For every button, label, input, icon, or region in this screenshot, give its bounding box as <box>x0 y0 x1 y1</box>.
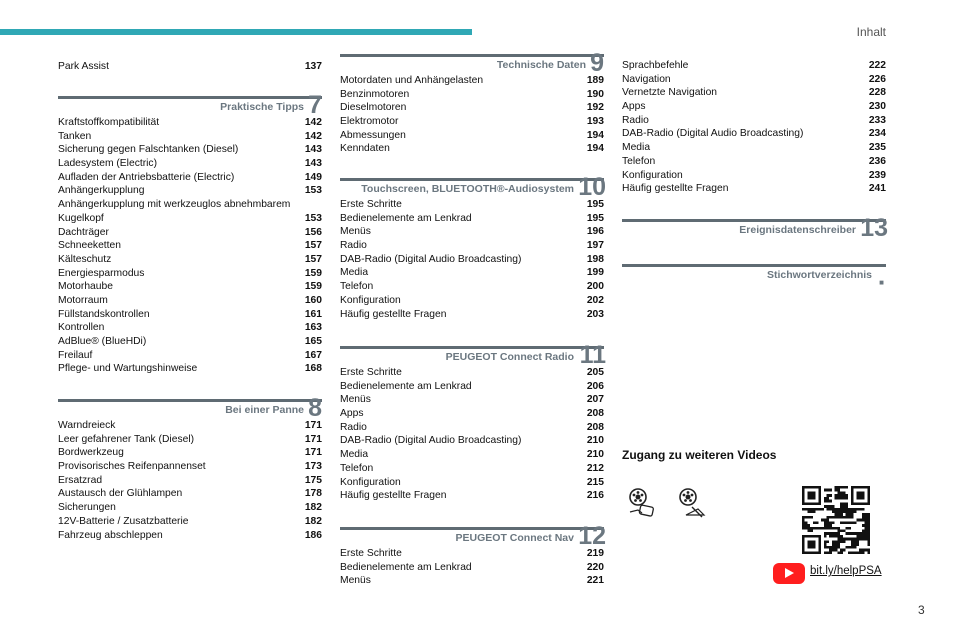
toc-entry-label: Kontrollen <box>58 322 105 334</box>
toc-entry-label: Sprachbefehle <box>622 60 689 71</box>
section-header <box>340 49 604 77</box>
toc-entry-page: 142 <box>304 130 322 142</box>
toc-entry[interactable] <box>58 253 322 267</box>
toc-entry[interactable] <box>622 73 886 87</box>
toc-entry-page: 192 <box>586 102 604 114</box>
toc-entry-label: AdBlue® (BlueHDi) <box>58 336 147 347</box>
video-wrench-icon <box>676 485 712 521</box>
toc-entry-label: Provisorisches Reifenpannenset <box>58 461 206 473</box>
page-number: 3 <box>918 603 925 617</box>
toc-entry[interactable] <box>622 182 886 196</box>
toc-entry-page: 171 <box>304 433 322 445</box>
toc-entry-label: DAB-Radio (Digital Audio Broadcasting) <box>622 128 804 140</box>
toc-entry[interactable] <box>340 74 604 88</box>
toc-entry[interactable] <box>340 225 604 239</box>
toc-entry[interactable] <box>58 501 322 515</box>
section-title: Touchscreen, BLUETOOTH®-Audiosystem <box>361 183 574 195</box>
toc-entry[interactable] <box>340 253 604 267</box>
section-rule <box>340 346 604 349</box>
toc-entry-label: Sicherung gegen Falschtanken (Diesel) <box>58 144 239 156</box>
section-entries <box>58 116 322 376</box>
section-header <box>58 91 322 119</box>
toc-entry-page: 193 <box>586 116 604 128</box>
section-title: Technische Daten <box>496 59 586 71</box>
toc-entry[interactable] <box>58 239 322 253</box>
toc-entry-page: 236 <box>868 155 886 167</box>
toc-entry[interactable] <box>58 226 322 240</box>
toc-entry-page: 163 <box>304 322 322 334</box>
toc-entry[interactable] <box>58 529 322 543</box>
section-title: PEUGEOT Connect Radio <box>445 351 574 363</box>
toc-entry-page: 175 <box>304 474 322 486</box>
section-header <box>340 173 606 201</box>
toc-entry-page: 167 <box>304 349 322 361</box>
toc-entry[interactable] <box>58 198 322 212</box>
toc-entry[interactable] <box>58 335 322 349</box>
video-hand-icon <box>626 485 662 521</box>
toc-intro-entries <box>622 59 886 196</box>
toc-entry-page: 215 <box>586 476 604 488</box>
toc-entry-label: Bedienelemente am Lenkrad <box>340 212 472 224</box>
section-rule <box>622 264 886 267</box>
toc-index-section <box>622 264 886 287</box>
toc-entry-page: 142 <box>304 117 322 128</box>
toc-entry-page: 157 <box>304 240 322 252</box>
toc-entry-label: Häufig gestellte Fragen <box>340 308 447 320</box>
toc-entry-label: Erste Schritte <box>340 367 402 378</box>
toc-entry[interactable] <box>58 280 322 294</box>
toc-entry[interactable] <box>58 212 322 226</box>
toc-entry-label: Austausch der Glühlampen <box>58 488 183 500</box>
toc-entry[interactable] <box>58 143 322 157</box>
toc-entry[interactable] <box>340 448 604 462</box>
section-title: Bei einer Panne <box>225 404 304 416</box>
videos-heading: Zugang zu weiteren Videos <box>622 448 777 462</box>
toc-entry-label: Tanken <box>58 130 92 142</box>
toc-entry[interactable] <box>340 142 604 156</box>
toc-entry-page: 195 <box>586 199 604 210</box>
video-link[interactable]: bit.ly/helpPSA <box>810 565 882 577</box>
toc-entry[interactable] <box>58 157 322 171</box>
toc-section-7 <box>58 91 322 376</box>
toc-entry-label: Telefon <box>340 462 374 474</box>
toc-entry-label: Telefon <box>622 155 656 167</box>
toc-section-10 <box>340 173 606 321</box>
toc-entry[interactable] <box>340 212 604 226</box>
toc-entry-page: 186 <box>304 529 322 541</box>
toc-entry-page: 159 <box>304 281 322 293</box>
toc-entry-label: Abmessungen <box>340 129 406 141</box>
toc-entry-page: 143 <box>304 158 322 170</box>
toc-entry-label: Apps <box>622 101 646 113</box>
toc-entry-page: 234 <box>868 128 886 140</box>
section-number: 9 <box>590 49 604 77</box>
toc-section-9 <box>340 49 604 156</box>
section-entries <box>340 74 604 156</box>
toc-entry-page: 178 <box>304 488 322 500</box>
toc-entry-page: 143 <box>304 144 322 156</box>
toc-entry-label: Konfiguration <box>340 294 401 306</box>
section-number: 7 <box>308 91 322 119</box>
toc-entry[interactable] <box>58 487 322 501</box>
section-number: 10 <box>578 173 606 201</box>
toc-entry-label: Anhängerkupplung mit werkzeuglos abnehmbarem <box>58 199 291 211</box>
toc-entry-page: 219 <box>586 548 604 559</box>
toc-entry-page: 159 <box>304 267 322 279</box>
toc-entry-page: 195 <box>586 212 604 224</box>
toc-entry-page: 210 <box>586 449 604 461</box>
toc-entry-label: DAB-Radio (Digital Audio Broadcasting) <box>340 253 522 265</box>
toc-entry[interactable] <box>58 446 322 460</box>
toc-entry-page: 149 <box>304 171 322 183</box>
toc-entry-page: 200 <box>586 281 604 293</box>
toc-entry-label: DAB-Radio (Digital Audio Broadcasting) <box>340 435 522 447</box>
toc-entry-label: Motorhaube <box>58 281 113 293</box>
toc-entry[interactable] <box>340 239 604 253</box>
section-number: 8 <box>308 394 322 422</box>
toc-entry-label: Dieselmotoren <box>340 102 407 114</box>
toc-entry-label: Aufladen der Antriebsbatterie (Electric) <box>58 171 235 183</box>
toc-entry[interactable] <box>58 171 322 185</box>
toc-entry-label: Ersatzrad <box>58 474 103 486</box>
section-rule <box>58 399 322 402</box>
toc-entry-label: Schneeketten <box>58 240 121 252</box>
toc-entry[interactable] <box>340 421 604 435</box>
toc-entry-label: Menüs <box>340 226 371 238</box>
header-accent-bar <box>0 29 472 35</box>
toc-entry-page: 153 <box>304 185 322 197</box>
toc-entry-label: Elektromotor <box>340 116 399 128</box>
section-title: Ereignisdatenschreiber <box>739 224 856 236</box>
toc-entry-label: Motordaten und Anhängelasten <box>340 75 484 86</box>
toc-entry[interactable] <box>58 474 322 488</box>
toc-entry-page: 156 <box>304 226 322 238</box>
toc-intro-entries <box>58 60 322 74</box>
toc-entry-label: Radio <box>622 114 649 126</box>
toc-entry[interactable] <box>340 115 604 129</box>
toc-entry-label: Kraftstoffkompatibilität <box>58 117 160 128</box>
section-entries <box>58 419 322 542</box>
toc-entry[interactable] <box>58 460 322 474</box>
toc-entry-page: 228 <box>868 87 886 99</box>
toc-entry-label: Sicherungen <box>58 502 116 514</box>
play-icon <box>785 568 794 578</box>
toc-entry-label: Ladesystem (Electric) <box>58 158 157 170</box>
toc-entry-page: 222 <box>868 60 886 71</box>
toc-entry[interactable] <box>622 155 886 169</box>
toc-entry[interactable] <box>340 561 604 575</box>
toc-entry-label: Erste Schritte <box>340 199 402 210</box>
section-number: 12 <box>578 522 606 550</box>
toc-entry-label: Benzinmotoren <box>340 88 410 100</box>
toc-entry[interactable] <box>340 393 604 407</box>
toc-entry-label: Konfiguration <box>622 169 683 181</box>
toc-entry-label: Erste Schritte <box>340 548 402 559</box>
toc-entry-label: Fahrzeug abschleppen <box>58 529 163 541</box>
toc-entry-label: Kälteschutz <box>58 253 112 265</box>
toc-entry[interactable] <box>340 308 604 322</box>
toc-entry-label: Leer gefahrener Tank (Diesel) <box>58 433 195 445</box>
toc-entry-page: 233 <box>868 114 886 126</box>
toc-entry-label: Menüs <box>340 394 371 406</box>
toc-entry-page: 157 <box>304 253 322 265</box>
toc-entry-label: Radio <box>340 421 367 433</box>
toc-entry-label: Energiesparmodus <box>58 267 145 279</box>
toc-entry-page: 197 <box>586 240 604 252</box>
index-title: Stichwortverzeichnis <box>766 269 872 281</box>
toc-entry-page: 208 <box>586 421 604 433</box>
toc-entry-page: 182 <box>304 502 322 514</box>
toc-entry-label: Motorraum <box>58 294 108 306</box>
toc-entry-page: 221 <box>586 575 604 587</box>
toc-entry-label: Bedienelemente am Lenkrad <box>340 561 472 573</box>
section-rule <box>622 219 886 222</box>
toc-entry-page: 161 <box>304 308 322 320</box>
toc-entry-label: Warndreieck <box>58 420 116 431</box>
toc-entry-label: Füllstandskontrollen <box>58 308 150 320</box>
toc-entry-label: Apps <box>340 408 364 420</box>
toc-entry[interactable] <box>340 366 604 380</box>
toc-entry-page: 173 <box>304 461 322 473</box>
toc-entry-label: Media <box>622 142 651 154</box>
toc-entry-page: 203 <box>586 308 604 320</box>
toc-entry[interactable] <box>58 349 322 363</box>
toc-entry-label: Häufig gestellte Fragen <box>622 183 729 195</box>
toc-entry-label: 12V-Batterie / Zusatzbatterie <box>58 515 189 527</box>
toc-entry-page: 226 <box>868 73 886 85</box>
toc-entry-page: 230 <box>868 101 886 113</box>
toc-entry[interactable] <box>58 419 322 433</box>
toc-entry-page: 205 <box>586 367 604 378</box>
toc-entry[interactable] <box>58 116 322 130</box>
toc-entry[interactable] <box>340 489 604 503</box>
toc-entry-page: 153 <box>304 212 322 224</box>
toc-section-13 <box>622 214 888 242</box>
toc-entry-page: 194 <box>586 143 604 155</box>
qr-code[interactable] <box>802 486 870 554</box>
section-header <box>622 264 886 287</box>
toc-entry[interactable] <box>340 547 604 561</box>
toc-section-11 <box>340 341 606 503</box>
toc-entry[interactable] <box>340 280 604 294</box>
toc-entry-page: 199 <box>586 267 604 279</box>
toc-entry-page: 239 <box>868 169 886 181</box>
toc-entry-page: 202 <box>586 294 604 306</box>
toc-entry[interactable] <box>58 130 322 144</box>
section-rule <box>58 96 322 99</box>
toc-entry-page: 182 <box>304 515 322 527</box>
section-rule <box>340 178 604 181</box>
toc-entry[interactable] <box>340 266 604 280</box>
toc-entry-label: Anhängerkupplung <box>58 185 145 197</box>
toc-entry[interactable] <box>340 434 604 448</box>
toc-entry-page: 196 <box>586 226 604 238</box>
section-title: Praktische Tipps <box>220 101 304 113</box>
toc-entry[interactable] <box>58 294 322 308</box>
toc-section-8 <box>58 394 322 542</box>
toc-entry[interactable] <box>58 60 322 74</box>
toc-entry-page: 198 <box>586 253 604 265</box>
toc-entry-label: Navigation <box>622 73 671 85</box>
toc-entry[interactable] <box>622 114 886 128</box>
toc-entry-label: Media <box>340 449 369 461</box>
toc-entry[interactable] <box>622 127 886 141</box>
toc-entry-label: Häufig gestellte Fragen <box>340 490 447 502</box>
toc-entry-label: Media <box>340 267 369 279</box>
toc-entry-label: Vernetzte Navigation <box>622 87 718 99</box>
toc-entry[interactable] <box>622 86 886 100</box>
toc-entry-page: 220 <box>586 561 604 573</box>
section-rule <box>340 527 604 530</box>
section-header <box>340 341 606 369</box>
toc-entry-page: 206 <box>586 380 604 392</box>
toc-entry-label: Freilauf <box>58 349 93 361</box>
toc-entry-label: Kugelkopf <box>58 212 104 224</box>
toc-entry-page: 235 <box>868 142 886 154</box>
page-header-title: Inhalt <box>856 25 886 39</box>
toc-entry-page: 212 <box>586 462 604 474</box>
section-title: PEUGEOT Connect Nav <box>455 532 574 544</box>
toc-entry[interactable] <box>340 88 604 102</box>
toc-entry-label: Konfiguration <box>340 476 401 488</box>
toc-entry[interactable] <box>58 433 322 447</box>
toc-entry-label: Dachträger <box>58 226 109 238</box>
toc-entry[interactable] <box>622 141 886 155</box>
toc-entry[interactable] <box>58 184 322 198</box>
toc-entry[interactable] <box>58 362 322 376</box>
toc-entry[interactable] <box>58 321 322 335</box>
section-header <box>622 214 888 242</box>
toc-entry[interactable] <box>340 198 604 212</box>
toc-entry[interactable] <box>340 380 604 394</box>
toc-entry-page: 137 <box>304 61 322 72</box>
toc-entry[interactable] <box>340 462 604 476</box>
toc-entry[interactable] <box>340 407 604 421</box>
toc-entry[interactable] <box>622 169 886 183</box>
toc-entry[interactable] <box>58 267 322 281</box>
section-entries <box>340 547 604 588</box>
toc-entry[interactable] <box>340 574 604 588</box>
toc-entry-label: Telefon <box>340 281 374 293</box>
toc-entry-page: 207 <box>586 394 604 406</box>
toc-entry-page: 160 <box>304 294 322 306</box>
section-number: 13 <box>860 214 888 242</box>
section-entries <box>340 198 604 321</box>
youtube-icon[interactable] <box>773 563 805 584</box>
toc-entry-page: 189 <box>586 75 604 86</box>
toc-entry-label: Kenndaten <box>340 143 390 155</box>
toc-entry-page: 208 <box>586 408 604 420</box>
section-entries <box>340 366 604 503</box>
toc-entry-page: 190 <box>586 88 604 100</box>
toc-entry-page: 210 <box>586 435 604 447</box>
toc-entry-page: 194 <box>586 129 604 141</box>
toc-entry-page: 171 <box>304 447 322 459</box>
toc-entry-page: 165 <box>304 336 322 347</box>
toc-entry-label: Park Assist <box>58 61 109 72</box>
toc-entry[interactable] <box>340 129 604 143</box>
toc-entry-label: Pflege- und Wartungshinweise <box>58 363 198 375</box>
toc-entry-label: Radio <box>340 240 367 252</box>
section-header <box>340 522 606 550</box>
toc-entry-page: 241 <box>868 183 886 195</box>
toc-entry[interactable] <box>340 294 604 308</box>
toc-entry-label: Bordwerkzeug <box>58 447 124 459</box>
toc-entry[interactable] <box>58 308 322 322</box>
section-number: 11 <box>579 341 606 369</box>
section-rule <box>340 54 604 57</box>
toc-entry-page: 168 <box>304 363 322 375</box>
toc-entry-page: 216 <box>586 490 604 502</box>
toc-entry[interactable] <box>340 476 604 490</box>
toc-section-12 <box>340 522 606 588</box>
index-marker: ■ <box>879 278 884 287</box>
toc-entry[interactable] <box>340 101 604 115</box>
toc-entry[interactable] <box>622 59 886 73</box>
toc-entry-label: Menüs <box>340 575 371 587</box>
toc-entry-label: Bedienelemente am Lenkrad <box>340 380 472 392</box>
toc-entry[interactable] <box>622 100 886 114</box>
toc-entry-page: 171 <box>304 420 322 431</box>
toc-entry[interactable] <box>58 515 322 529</box>
section-header <box>58 394 322 422</box>
